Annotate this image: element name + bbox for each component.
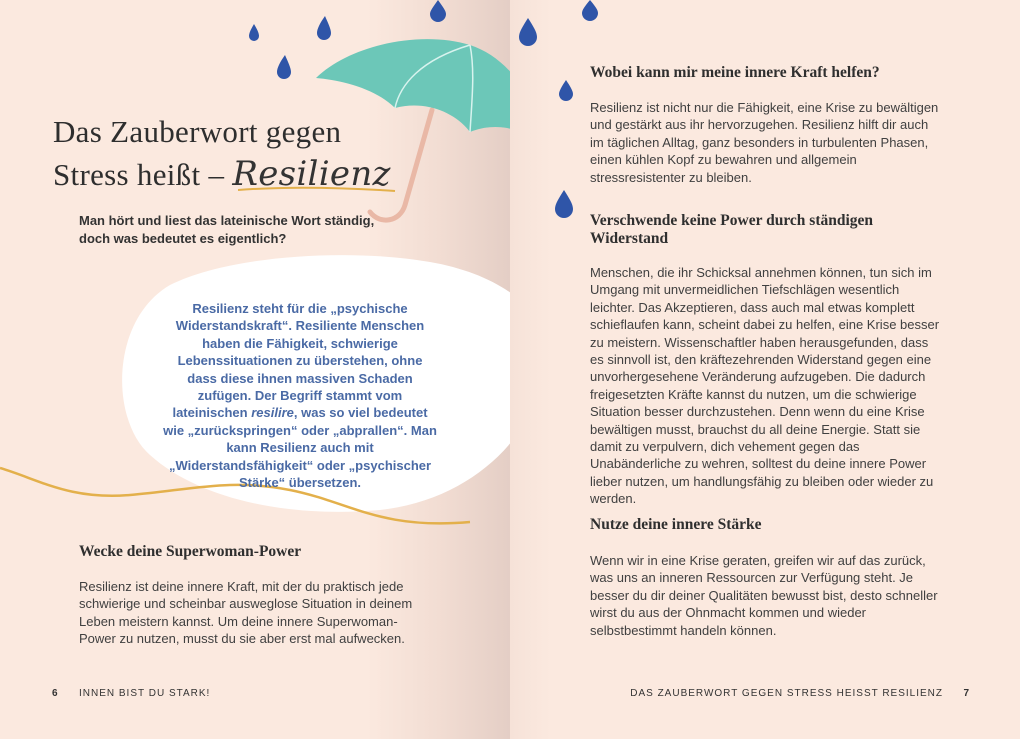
definition-quote [162,300,438,491]
intro-text: Man hört und liest das lateinische Wort ständig, doch was bedeutet es eigentlich? [79,213,375,246]
section-body-staerke: Wenn wir in eine Krise geraten, greifen wir auf das zurück, was uns an inneren Ressourcen zur Verfügung steht. Je besser du dir deiner Qualitäten bewusst bist, desto schneller wirst du aus der Ohnmacht kommen und wieder selbstbestimmt handeln können. [590,553,938,638]
section-body-power: Menschen, die ihr Schicksal annehmen können, tun sich im Umgang mit unvermeidlichen Tiefschlägen wesentlich leichter. Das Akzeptieren, dass auch mal etwas komplett schieflaufen kann, scheint dabei zu helfen, eine Krise besser zu meistern. Wissenschaftler haben herausgefunden, dass es sinnvoll ist, den kräftezehrenden Widerstand gegen eine unvorhergesehene Veränderung aufzugeben. Die dadurch freigesetzten Kräfte kannst du nutzen, um die schwierige Situation besser durchzustehen. Denn wenn du eine Krise bewältigen musst, brauchst du all deine Energie. Statt sie damit zu verpulvern, dich vehement gegen das Unabänderliche zu wehren, solltest du deine innere Power lieber nutzen, um handlungsfähig zu bleiben oder wieder zu werden. [590,265,940,507]
right-page [510,0,1020,739]
section-heading-kraft: Wobei kann mir meine innere Kraft helfen? [590,64,880,81]
title-script-word: Resilienz [232,154,391,194]
quote-italic-term: resilire [251,405,294,421]
section-heading-staerke: Nutze deine innere Stärke [590,516,762,533]
section-body-superwoman: Resilienz ist deine innere Kraft, mit der du praktisch jede schwierige und scheinbar ausweglose Situation in deinem Leben meistern kannst. Um deine innere Superwoman-Power zu nutzen, musst du sie aber erst mal aufwecken. [79,579,413,647]
raindrop-icon [519,0,598,218]
running-head-left: INNEN BIST DU STARK! [79,688,211,699]
quote-part-2: , was so viel bedeutet wie „zurückspringen“ oder „abprallen“. Man kann Resilienz auch mit „Widerstandsfähigkeit“ oder „psychischer Stärke“ übersetzen. [163,405,437,491]
quote-part-1: Resilienz steht für die „psychische Widerstandskraft“. Resiliente Menschen haben die Fähigkeit, schwierige Lebenssituationen zu überstehen, ohne dass diese ihnen massiven Schaden zufügen. Der Begriff stammt vom lateinischen [172,301,425,421]
page-number-right: 7 [963,688,970,699]
section-body-kraft: Resilienz ist nicht nur die Fähigkeit, eine Krise zu bewältigen und gestärkt aus ihr hervorzugehen. Resilienz hilft dir auch im täglichen Alltag, ganz besonders in turbulenten Phasen, einen kühlen Kopf zu bewahren und allgemein stressresistenter zu bleiben. [590,100,939,185]
title-line-2: Stress heißt – [53,157,225,192]
title-line-1: Das Zauberwort gegen [53,114,342,149]
page-number-left: 6 [52,688,59,699]
running-head-right: DAS ZAUBERWORT GEGEN STRESS HEISST RESILIENZ [630,688,943,699]
section-heading-power: Verschwende keine Power durch ständigen Widerstand [590,212,874,247]
section-heading-superwoman: Wecke deine Superwoman-Power [79,543,302,560]
